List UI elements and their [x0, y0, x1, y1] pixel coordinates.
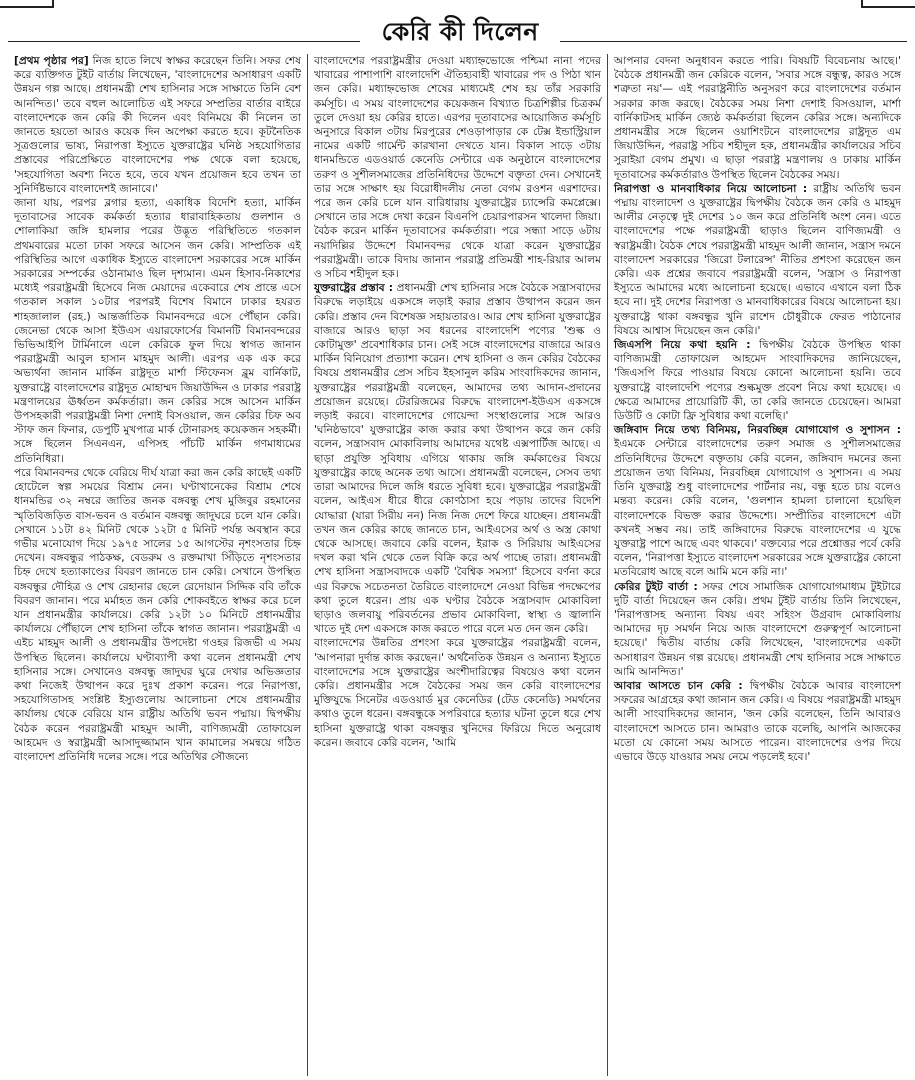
paragraph-subheading: জিএসপি নিয়ে কথা হয়নি : — [614, 339, 751, 352]
paragraph-subheading: যুক্তরাষ্ট্রের প্রস্তাব : — [314, 282, 393, 295]
article-paragraph — [314, 636, 601, 750]
paragraph-text: পরে বিমানবন্দর থেকে বেরিয়ে দীর্ঘ যাত্রা করা জন কেরি কাছেই একটি হোটেলে স্বল্প সময়ের বিশ্রাম নেন। ঘণ্টাখানেকের বিশ্রাম শেষে ধানমন্ডির ৩২ নম্বরে জাতির জনক বঙ্গবন্ধু শেখ মুজিবুর রহমানের স্মৃতিবিজড়িত বাস-ভবন ও বর্তমান বঙ্গবন্ধু জাদুঘরে চলে যান কেরি। সেখানে ১১টা ৪২ মিনিট থেকে ১২টা ৫ মিনিট পর্যন্ত অবস্থান করে গভীর মনোযোগ দিয়ে ১৯৭৫ সালের ১৫ আগস্টের নৃশংসতার চিহ্ন দেখেন। বঙ্গবন্ধুর পাঠকক্ষ, বেডরুম ও রক্তমাখা সিঁড়িতে নৃশংসতার চিহ্ন দেখে হত্যাকাণ্ডের বিবরণ জানতে চান কেরি। সেখানে উপস্থিত বঙ্গবন্ধুর দৌহিত্র ও শেখ রেহানার ছেলে রেদোয়ান সিদ্দিক ববি তাঁকে বিবরণ জানান। পরে মর্মাহত জন কেরি শোকবইতে স্বাক্ষর করে চলে যান প্রধানমন্ত্রীর কার্যালয়ে। কেরি ১২টা ১০ মিনিটে প্রধানমন্ত্রীর কার্যালয়ে পৌঁছালে শেখ হাসিনা তাঁকে স্বাগত জানান। পররাষ্ট্রমন্ত্রী এ এইচ মাহমুদ আলী ও প্রধানমন্ত্রীর উপদেষ্টা গওহর রিজভী এ সময় উপস্থিত ছিলেন। কার্যালয়ে ঘণ্টাব্যাপী কথা বলেন প্রধানমন্ত্রী শেখ হাসিনার সঙ্গে। সেখানেও বঙ্গবন্ধু জাদুঘর ঘুরে দেখার অভিজ্ঞতার কথা নিজেই উত্থাপন করে দুঃখ প্রকাশ করেন। পরে নিরাপত্তা, সহযোগিতাসহ সংশ্লিষ্ট ইস্যুগুলোয় আলোচনা শেষে প্রধানমন্ত্রীর কার্যালয় থেকে বেরিয়ে যান রাষ্ট্রীয় অতিথি ভবন পদ্মায়। দ্বিপক্ষীয় বৈঠক করেন পররাষ্ট্রমন্ত্রী মাহমুদ আলী, বাণিজ্যমন্ত্রী তোফায়েল আহমেদ ও স্বরাষ্ট্রমন্ত্রী আসাদুজ্জামান খান কামালের সমন্বয়ে গঠিত বাংলাদেশ প্রতিনিধি দলের সঙ্গে। পরে অতিথির সৌজন্যে — [14, 466, 301, 763]
headline-rule-right — [560, 41, 907, 42]
paragraph-text: জানা যায়, পরপর ব্লগার হত্যা, একাধিক বিদেশি হত্যা, মার্কিন দূতাবাসের সাবেক কর্মকর্তা হত্যার ধারাবাহিকতায় গুলশান ও শোলাকিয়া জঙ্গি হামলার পরের উদ্ভূত পরিস্থিতিতে গতকাল প্রথমবারের মতো ঢাকা সফরে আসেন জন কেরি। সাম্প্রতিক এই পরিস্থিতির আগে একাধিক ইস্যুতে বাংলাদেশ সরকারের সঙ্গে মার্কিন সরকারের সম্পর্কের ওঠানামাও ছিল দৃশ্যমান। এমন হিসাব-নিকাশের মধ্যেই পররাষ্ট্রমন্ত্রী হিসেবে নিজ মেয়াদের একেবারে শেষ প্রান্তে এসে গতকাল সকাল ১০টার পরপরই বিশেষ বিমানে ঢাকার হযরত শাহজালাল (রহ.) আন্তর্জাতিক বিমানবন্দরে এসে পৌঁছান কেরি। জেনেভা থেকে আসা ইউএস এয়ারফোর্সের বিমানটি বিমানবন্দরের ভিভিআইপি টার্মিনালে এলে কেরিকে ফুল দিয়ে স্বাগত জানান পররাষ্ট্রমন্ত্রী আবুল হাসান মাহমুদ আলী। এরপর এক এক করে অভ্যর্থনা জানান মার্কিন রাষ্ট্রদূত মার্শা স্টিফেনস ব্লুম বার্নিকাট, যুক্তরাষ্ট্রে বাংলাদেশের রাষ্ট্রদূত মোহাম্মদ জিয়াউদ্দিন ও ঢাকার পররাষ্ট্র মন্ত্রণালয়ের ঊর্ধ্বতন কর্মকর্তারা। জন কেরির সঙ্গে আসেন মার্কিন উপসহকারী পররাষ্ট্রমন্ত্রী নিশা দেশাই বিসওয়াল, জন কেরির চিফ অব স্টাফ জন ফিনার, ডেপুটি মুখপাত্র মার্ক টোনারসহ কয়েকজন সহকর্মী। সঙ্গে ছিলেন সিএনএন, এপিসহ পাঁচটি মার্কিন গণমাধ্যমের প্রতিনিধিরা। — [14, 197, 301, 465]
article-column-2 — [307, 54, 607, 1076]
article-column-3 — [607, 54, 907, 1076]
paragraph-subheading: আবার আসতে চান কেরি : — [614, 679, 743, 692]
paragraph-text: নিজ হাতে লিখে স্বাক্ষর করেছেন তিনি। সফর শেষ করে ব্যক্তিগত টুইট বার্তায় লিখেছেন, 'বাংলাদেশের অসাধারণ একটি উন্নয়ন গল্প আছে। প্রধানমন্ত্রী শেখ হাসিনার সঙ্গে সাক্ষাতে তিনি বেশ আনন্দিত।' তবে বহুল আলোচিত এই সফরে সম্প্রতির বার্তার বাইরে বাংলাদেশকে জন কেরি কী দিলেন এবং বিনিময়ে কী নিলেন তা জানতে হয়তো আরও কয়েক দিন অপেক্ষা করতে হবে। কূটনৈতিক সূত্রগুলোর ভাষ্য, নিরাপত্তা ইস্যুতে যুক্তরাষ্ট্রের ঘনিষ্ঠ সহযোগিতার প্রস্তাবের পরিপ্রেক্ষিতে বাংলাদেশের পক্ষ থেকে বলা হয়েছে, 'সহযোগিতা অবশ্য নিতে হবে, তবে যখন প্রয়োজন হবে তখন তা সুনির্দিষ্টভাবে বাংলাদেশই জানাবে।' — [14, 55, 301, 195]
frame-corner-right — [861, 0, 915, 8]
article-paragraph — [614, 54, 901, 182]
paragraph-text: বাংলাদেশের পররাষ্ট্রমন্ত্রীর দেওয়া মধ্যাহ্নভোজে পশ্চিমা নানা পদের খাবারের পাশাপাশি বাংলাদেশি ঐতিহ্যবাহী খাবারের পদ ও পিঠা খান জন কেরি। মধ্যাহ্নভোজ শেষের মাধ্যমেই শেষ হয় তাঁর সরকারি কর্মসূচি। এ সময় বাংলাদেশের কয়েকজন বিখ্যাত চিত্রশিল্পীর চিত্রকর্ম তুলে দেওয়া হয় কেরির হাতে। এরপর দূতাবাসের আয়োজিত কর্মসূচি অনুসারে বিকাল ৩টায় মিরপুরের শেওড়াপাড়ার কে টেক্স ইন্ডাস্ট্রিয়াল নামের একটি গার্মেন্ট কারখানা দেখতে যান। বিকাল সাড়ে ৩টায় ধানমন্ডিতে এডওয়ার্ড কেনেডি সেন্টারে এক অনুষ্ঠানে বাংলাদেশের তরুণ ও সুশীলসমাজের প্রতিনিধিদের উদ্দেশে বক্তৃতা দেন। সেখানেই তার সঙ্গে সাক্ষাৎ হয় বিরোধীদলীয় নেতা বেগম রওশন এরশাদের। পরে জন কেরি চলে যান বারিধারায় যুক্তরাষ্ট্রের চ্যান্সেরি কমপ্লেক্সে। সেখানে তার সঙ্গে দেখা করেন বিএনপি চেয়ারপারসন খালেদা জিয়া। বৈঠক করেন মার্কিন দূতাবাসের কর্মকর্তারা। পরে সন্ধ্যা সাড়ে ৬টায় নয়াদিল্লির উদ্দেশে বিমানবন্দর থেকে যাত্রা করেন যুক্তরাষ্ট্রের পররাষ্ট্রমন্ত্রী। তাকে বিদায় জানান পররাষ্ট্র প্রতিমন্ত্রী শাহ-রিয়ার আলম ও সচিব শহীদুল হক। — [314, 55, 601, 281]
paragraph-text: রাষ্ট্রীয় অতিথি ভবন পদ্মায় বাংলাদেশ ও যুক্তরাষ্ট্রের দ্বিপক্ষীয় বৈঠকে জন কেরি ও মাহমুদ আলীর নেতৃত্বে দুই দেশের ১০ জন করে প্রতিনিধি অংশ নেন। এতে বাংলাদেশের পক্ষে পররাষ্ট্রমন্ত্রী ছাড়াও ছিলেন বাণিজ্যমন্ত্রী ও স্বরাষ্ট্রমন্ত্রী। বৈঠক শেষে পররাষ্ট্রমন্ত্রী মাহমুদ আলী জানান, সন্ত্রাস দমনে বাংলাদেশ সরকারের 'জিরো টলারেন্স' নীতির প্রশংসা করেছেন জন কেরি। এক প্রশ্নের জবাবে পররাষ্ট্রমন্ত্রী বলেন, 'সন্ত্রাস ও নিরাপত্তা ইস্যুতে আমাদের মধ্যে আলোচনা হয়েছে। এভাবে এখানে বলা ঠিক হবে না। দুই দেশের নিরাপত্তা ও মানবাধিকারের বিষয়ে আলোচনা হয়। যুক্তরাষ্ট্রে থাকা বঙ্গবন্ধুর খুনি রাশেদ চৌধুরীকে ফেরত পাঠানোর বিষয়ে আশ্বাস দিয়েছেন জন কেরি।' — [614, 182, 901, 337]
article-paragraph — [14, 466, 301, 764]
article-paragraph — [614, 423, 901, 579]
article-paragraph — [314, 54, 601, 281]
paragraph-text: বাংলাদেশের উন্নতির প্রশংসা করে যুক্তরাষ্ট্রের পররাষ্ট্রমন্ত্রী বলেন, 'আপনারা দুর্দান্ত কাজ করছেন।' অর্থনৈতিক উন্নয়ন ও অন্যান্য ইস্যুতে বাংলাদেশের সঙ্গে যুক্তরাষ্ট্রের অংশীদারিত্বের বিষয়েও কথা বলেন কেরি। প্রধানমন্ত্রীর সঙ্গে বৈঠকের সময় জন কেরি বাংলাদেশের মুক্তিযুদ্ধে সিনেটর এডওয়ার্ড মুর কেনেডির (টেড কেনেডি) সমর্থনের কথাও তুলে ধরেন। বঙ্গবন্ধুকে সপরিবারে হত্যার ঘটনা তুলে ধরে শেখ হাসিনা যুক্তরাষ্ট্রে থাকা বঙ্গবন্ধুর খুনিদের ফিরিয়ে দিতে অনুরোধ করেন। জবাবে কেরি বলেন, 'আমি — [314, 637, 601, 749]
paragraph-text: দ্বিপক্ষীয় বৈঠকে উপস্থিত থাকা বাণিজ্যমন্ত্রী তোফায়েল আহমেদ সাংবাদিকদের জানিয়েছেন, 'জিএসপি ফিরে পাওয়ার বিষয়ে কোনো আলোচনা হয়নি। তবে যুক্তরাষ্ট্রে বাংলাদেশি পণ্যের শুল্কমুক্ত প্রবেশ নিয়ে কথা হয়েছে। এ ক্ষেত্রে আমাদের প্রায়োরিটি কী, তা কেরি জানতে চেয়েছেন। আমরা ডিউটি ও কোটা ফ্রি সুবিধার কথা বলেছি।' — [614, 339, 901, 423]
paragraph-subheading: কেরির টুইট বার্তা : — [614, 580, 698, 593]
paragraph-text: প্রধানমন্ত্রী শেখ হাসিনার সঙ্গে বৈঠকে সন্ত্রাসবাদের বিরুদ্ধে লড়াইয়ে একসঙ্গে লড়াই করার প্রস্তাব উত্থাপন করেন জন কেরি। প্রস্তাব দেন বিশেষজ্ঞ সহায়তারও। আর শেখ হাসিনা যুক্তরাষ্ট্রের বাজারে আরও ছাড়া সব ধরনের বাংলাদেশি পণ্যের 'শুল্ক ও কোটামুক্ত' প্রবেশাধিকার চান। সেই সঙ্গে বাংলাদেশের বাজারে আরও মার্কিন বিনিয়োগ প্রত্যাশা করেন। শেখ হাসিনা ও জন কেরির বৈঠকের বিষয়ে প্রধানমন্ত্রীর প্রেস সচিব ইহসানুল করিম সাংবাদিকদের জানান, যুক্তরাষ্ট্রের পররাষ্ট্রমন্ত্রী বলেছেন, আমাদের তথ্য আদান-প্রদানের প্রয়োজন রয়েছে। টেররিজমের বিরুদ্ধে বাংলাদেশ-ইউএস একসঙ্গে লড়াই করবে। বাংলাদেশের গোয়েন্দা সংস্থাগুলোর সঙ্গে আরও 'ঘনিষ্ঠভাবে' যুক্তরাষ্ট্রের কাজ করার কথা উত্থাপন করে জন কেরি বলেন, সন্ত্রাসবাদ মোকাবিলায় আমাদের যথেষ্ট এক্সপার্টিজ আছে। এ ছাড়া প্রযুক্তি সুবিধায় এগিয়ে থাকায় জঙ্গি কর্মকাণ্ডের বিষয়ে যুক্তরাষ্ট্রের কাছে অনেক তথ্য আসে। প্রধানমন্ত্রী বলেছেন, সেসব তথ্য তারা আমাদের দিলে জঙ্গি ধরতে সুবিধা হবে। যুক্তরাষ্ট্রের পররাষ্ট্রমন্ত্রী বলেন, আইএস ধীরে ধীরে কোণঠাসা হয়ে পড়ায় তাদের বিদেশি যোদ্ধারা (যারা সিরীয় নন) নিজ নিজ দেশে ফিরে যাচ্ছেন। প্রধানমন্ত্রী তখন জন কেরির কাছে জানতে চান, আইএসের অর্থ ও অস্ত্র কোথা থেকে আসছে। জবাবে কেরি বলেন, ইরাক ও সিরিয়ায় আইএসের দখল করা খনি থেকে তেল বিক্রি করে অর্থ পাচ্ছে তারা। প্রধানমন্ত্রী শেখ হাসিনা সন্ত্রাসবাদকে একটি 'বৈশ্বিক সমস্যা' হিসেবে বর্ণনা করে এর বিরুদ্ধে সচেতনতা তৈরিতে বাংলাদেশে নেওয়া বিভিন্ন পদক্ষেপের কথা তুলে ধরেন। প্রায় এক ঘণ্টার বৈঠকে সন্ত্রাসবাদ মোকাবিলা ছাড়াও জলবায়ু পরিবর্তনের প্রভাব মোকাবিলা, স্বাস্থ্য ও জ্বালানি খাতে দুই দেশ একসঙ্গে কাজ করতে পারে বলে মত দেন জন কেরি। — [314, 282, 601, 636]
article-paragraph — [614, 338, 901, 423]
article-paragraph — [614, 580, 901, 679]
paragraph-subheading: নিরাপত্তা ও মানবাধিকার নিয়ে আলোচনা : — [614, 182, 808, 195]
article-paragraph — [314, 281, 601, 636]
paragraph-text: দ্বিপক্ষীয় বৈঠকে আবার বাংলাদেশ সফরের আগ্রহের কথা জানান জন কেরি। এ বিষয়ে পররাষ্ট্রমন্ত্রী মাহমুদ আলী সাংবাদিকদের জানান, 'জন কেরি বলেছেন, তিনি আবারও বাংলাদেশে আসতে চান। আমরাও তাকে বলেছি, আপনি আজকের মতো যে কোনো সময় আসতে পারেন। বাংলাদেশের ওপর দিয়ে এভাবে উড়ে যাওয়ার সময় নেমে পড়লেই হবে।' — [614, 679, 901, 763]
article-body — [8, 54, 907, 1076]
paragraph-text: ইএমকে সেন্টারে বাংলাদেশের তরুণ সমাজ ও সুশীলসমাজের প্রতিনিধিদের উদ্দেশে বক্তৃতায় কেরি বলেন, জঙ্গিবাদ দমনের জন্য প্রয়োজন তথ্য বিনিময়, নিরবচ্ছিন্ন যোগাযোগ ও সুশাসন। এ সময় তিনি যুক্তরাষ্ট্র শুধু বাংলাদেশের পার্টনার নয়, বন্ধু হতে চায় বলেও মন্তব্য করেন। কেরি বলেন, 'গুলশান হামলা চালানো হয়েছিল বাংলাদেশকে বিভক্ত করার উদ্দেশ্যে। সম্প্রীতির বাংলাদেশে এটা কখনই সম্ভব নয়। তাই জঙ্গিবাদের বিরুদ্ধে বাংলাদেশের এ যুদ্ধে যুক্তরাষ্ট্র পাশে আছে এবং থাকবে।' বক্তব্যের পরে প্রশ্নোত্তর পর্বে কেরি বলেন, 'নিরাপত্তা ইস্যুতে বাংলাদেশ সরকারের সঙ্গে যুক্তরাষ্ট্রের কোনো মতবিরোধ আছে বলে আমি মনে করি না।' — [614, 438, 901, 579]
paragraph-subheading: জঙ্গিবাদ নিয়ে তথ্য বিনিময়, নিরবচ্ছিন্ন যোগাযোগ ও সুশাসন : — [614, 424, 901, 437]
article-paragraph — [614, 679, 901, 764]
paragraph-text: আপনার বেদনা অনুধাবন করতে পারি। বিষয়টি বিবেচনায় আছে।' বৈঠকে প্রধানমন্ত্রী জন কেরিকে বলেন, 'সবার সঙ্গে বন্ধুত্ব, কারও সঙ্গে শত্রুতা নয়'— এই পররাষ্ট্রনীতি অনুসরণ করে বাংলাদেশের বর্তমান সরকার কাজ করছে। বৈঠকের সময় নিশা দেশাই বিসওয়াল, মার্শা বার্নিকাটসহ মার্কিন জ্যেষ্ঠ কর্মকর্তারা ছিলেন কেরির সঙ্গে। অন্যদিকে প্রধানমন্ত্রীর সঙ্গে ছিলেন ওয়াশিংটনে বাংলাদেশের রাষ্ট্রদূত এম জিয়াউদ্দিন, পররাষ্ট্র সচিব শহীদুল হক, প্রধানমন্ত্রীর কার্যালয়ের সচিব সুরাইয়া বেগম প্রমুখ। এ ছাড়া পররাষ্ট্র মন্ত্রণালয় ও ঢাকায় মার্কিন দূতাবাসের কর্মকর্তারাও উপস্থিত ছিলেন বৈঠকের সময়। — [614, 55, 901, 181]
paragraph-text: সফর শেষে সামাজিক যোগাযোগমাধ্যম টুইটারে দুটি বার্তা দিয়েছেন জন কেরি। প্রথম টুইট বার্তায় তিনি লিখেছেন, 'নিরাপত্তাসহ অন্যান্য বিষয় এবং সহিংস উগ্রবাদ মোকাবিলায় আমাদের দৃঢ় সমর্থন নিয়ে আজ বাংলাদেশে গুরুত্বপূর্ণ আলোচনা হয়েছে।' দ্বিতীয় বার্তায় কেরি লিখেছেন, 'বাংলাদেশের একটা অসাধারণ উন্নয়ন গল্প রয়েছে। প্রধানমন্ত্রী শেখ হাসিনার সঙ্গে সাক্ষাতে আমি আনন্দিত।' — [614, 580, 901, 678]
headline-rule-left — [8, 41, 360, 42]
article-paragraph — [14, 54, 301, 196]
article-column-1 — [8, 54, 307, 1076]
article-paragraph — [14, 196, 301, 466]
article-paragraph — [614, 182, 901, 338]
paragraph-subheading: [প্রথম পৃষ্ঠার পর] — [14, 55, 89, 67]
article-headline: কেরি কী দিলেন — [381, 17, 539, 46]
frame-corner-left — [0, 0, 54, 8]
